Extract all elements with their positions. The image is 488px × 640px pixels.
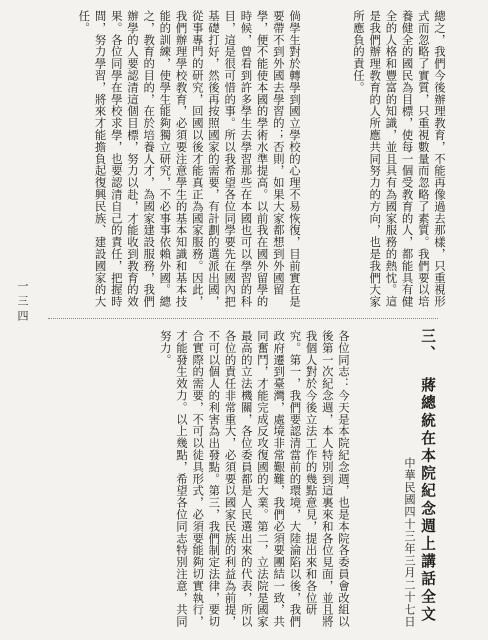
top-right-text-column	[312, 10, 448, 310]
section-number: 三、	[419, 328, 436, 364]
section-title	[417, 328, 438, 628]
page-number: 一三四	[16, 280, 29, 325]
top-right-paragraph: 總之，我們今後辦理教育，不能再像過去那樣，只重視形式而忽略了實質，只重視數量而忽略了素質。我們要以培養健全的國民為目標，使每一個受教育的人，都能具有健全的人格和豐富的知識，並且具有為國家服務的熱忱。這是我們辦理教育的人所應共同努力的方向，也是我們大家所應負的責任。	[351, 10, 447, 308]
bottom-text-column	[52, 330, 352, 628]
section-title-block	[360, 328, 438, 628]
speech-date: 中華民國四十三年三月二十七日	[403, 457, 416, 628]
section-divider	[48, 318, 438, 319]
top-left-paragraph: 倘學生對於轉學到國立學校的心理不易恢復，目前實在是要帶不到外國去學習的；否則，如果大家都想到外國留學，便不能使本國的學術水準提高。以前我在國外留學的時候，曾看到許多學生去學習那些在本國也可以學習的科目，這是很可惜的事。所以我希望各位同學要先在國內把基礎打好，然後再按照國家的需要，有計劃的選派出國，從事專門的研究，回國以後才能真正為國家服務。因此，我們辦理學校教育，必須要注意學生的基本知識和基本技能的訓練，使學生能夠獨立研究，不必事事依賴外國。總之，教育的目的，在於培養人才，為國家建設服務，我們辦學的人要認清這個目標，努力以赴，才能收到教育的效果。各位同學在學校求學，也要認清自己的責任，把握時間，努力學習，將來才能擔負起復興民族、建設國家的大任。	[77, 10, 302, 308]
top-left-text-column	[52, 10, 303, 310]
section-title-text: 蔣總統在本院紀念週上講話全文	[419, 377, 436, 624]
bottom-paragraph: 各位同志：今天是本院紀念週，也是本院各委員會改組以後第一次紀念週，本人特別到這裏來和各位見面，並且將我個人對於今後立法工作的幾點意見，提出來和各位研究。第一，我們要認清當前的環境，大陸淪陷以後，我們政府遷到臺灣，處境非常艱難，我們必須要團結一致，共同奮鬥，才能完成反攻復國的大業。第二，立法院是國家最高的立法機關，各位委員都是人民選出來的代表，所以各位的責任非常重大，必須要以國家民族的利益為前提，不可以個人的利害為出發點。第三，我們制定法律，要切合實際的需要，不可以徒具形式，必須要能夠切實執行，才能發生效力。以上幾點，希望各位同志特別注意，共同努力。	[158, 330, 351, 628]
